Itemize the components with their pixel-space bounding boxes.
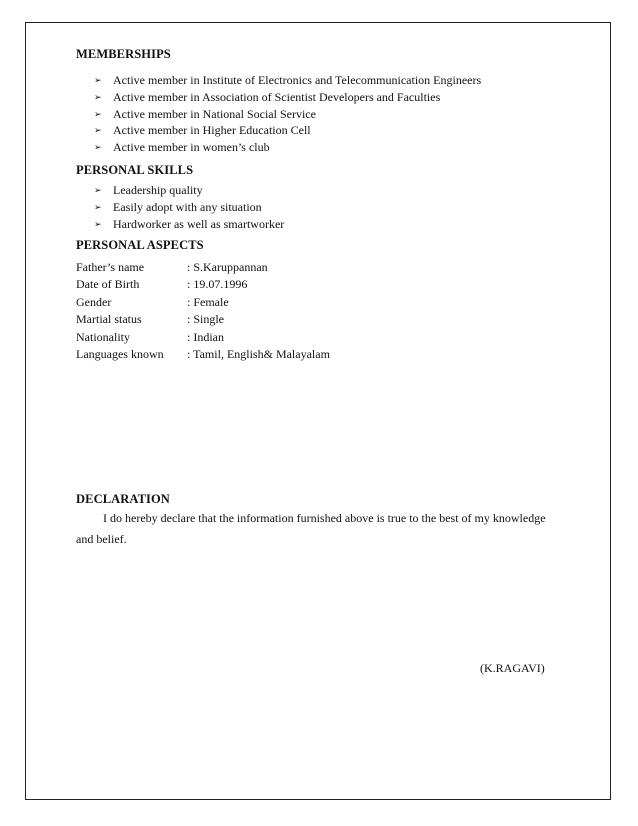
list-item: ➢ Active member in Association of Scientist Developers and Faculties xyxy=(94,89,441,104)
arrow-bullet-icon: ➢ xyxy=(94,125,102,136)
arrow-bullet-icon: ➢ xyxy=(94,75,102,85)
declaration-heading: DECLARATION xyxy=(76,492,170,506)
arrow-bullet-icon: ➢ xyxy=(94,185,102,195)
aspect-row: Nationality : Indian xyxy=(76,329,224,344)
arrow-bullet-icon: ➢ xyxy=(94,91,102,102)
skills-heading: PERSONAL SKILLS xyxy=(76,163,194,177)
list-item: ➢ Active member in National Social Service xyxy=(94,106,316,121)
aspects-heading: PERSONAL ASPECTS xyxy=(76,238,204,252)
arrow-bullet-icon: ➢ xyxy=(94,142,102,153)
aspect-row: Date of Birth : 19.07.1996 xyxy=(76,277,248,292)
list-item: ➢ Active member in Higher Education Cell xyxy=(94,123,311,138)
personal-aspects-table xyxy=(76,259,516,363)
declaration-text: I do hereby declare that the information furnished above is true to the best of my knowledge and belief. xyxy=(76,511,546,546)
list-item: ➢ Hardworker as well as smartworker xyxy=(94,216,285,231)
aspect-row: Martial status : Single xyxy=(76,312,225,327)
arrow-bullet-icon: ➢ xyxy=(94,201,102,212)
list-item: ➢ Easily adopt with any situation xyxy=(94,199,262,214)
arrow-bullet-icon: ➢ xyxy=(94,108,102,119)
aspect-row: Languages known : Tamil, English& Malayalam xyxy=(76,346,330,361)
memberships-list xyxy=(94,72,481,156)
aspect-row: Father’s name : S.Karuppannan xyxy=(76,260,268,274)
aspect-row: Gender : Female xyxy=(76,294,229,309)
list-item: ➢ Active member in Institute of Electronics and Telecommunication Engineers xyxy=(94,73,482,87)
list-item: ➢ Active member in women’s club xyxy=(94,140,270,155)
memberships-heading: MEMBERSHIPS xyxy=(76,47,171,61)
list-item: ➢ Leadership quality xyxy=(94,183,203,197)
signature-name: (K.RAGAVI) xyxy=(480,661,545,675)
arrow-bullet-icon: ➢ xyxy=(94,218,102,229)
skills-list xyxy=(94,182,284,232)
